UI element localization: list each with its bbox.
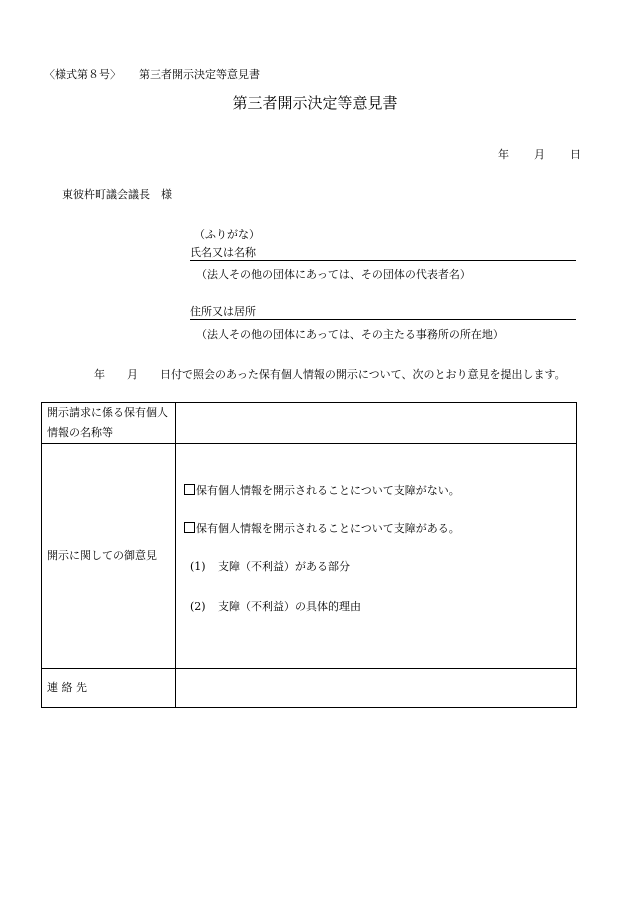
contact-label: 連 絡 先 (42, 669, 176, 708)
option-issue[interactable] (184, 520, 460, 536)
name-label: 氏名又は名称 (190, 246, 256, 259)
furigana-label: （ふりがな） (194, 228, 260, 241)
opinion-table (41, 402, 577, 708)
opinion-label: 開示に関しての御意見 (42, 444, 176, 669)
info-name-label: 開示請求に係る保有個人情報の名称等 (42, 403, 176, 444)
date-year: 年 (498, 148, 509, 161)
opinion-cell (176, 444, 577, 669)
addressee: 東彼杵町議会議長 様 (62, 188, 172, 201)
contact-cell[interactable] (176, 669, 577, 708)
sub-item-reason (190, 598, 361, 614)
statement-line (94, 366, 566, 382)
name-note: （法人その他の団体にあっては、その団体の代表者名） (196, 268, 471, 281)
document-title: 第三者開示決定等意見書 (232, 94, 398, 112)
option-no-issue-text: 保有個人情報を開示されることについて支障がない。 (196, 484, 460, 497)
sub-item-affected-part (190, 558, 350, 574)
info-name-cell[interactable] (176, 403, 577, 444)
form-number: 〈様式第８号〉 (44, 68, 121, 81)
date-month: 月 (534, 148, 545, 161)
sub-item-text: 支障（不利益）の具体的理由 (218, 600, 361, 613)
option-issue-text: 保有個人情報を開示されることについて支障がある。 (196, 522, 460, 535)
statement-text: 日付で照会のあった保有個人情報の開示について、次のとおり意見を提出します。 (160, 368, 566, 381)
name-field[interactable] (190, 244, 576, 261)
address-label: 住所又は居所 (190, 305, 256, 318)
option-no-issue[interactable] (184, 482, 460, 498)
sub-item-number: (2) (190, 600, 206, 613)
table-row (42, 669, 577, 708)
form-number-line (44, 66, 260, 82)
sub-item-number: (1) (190, 560, 206, 573)
table-row (42, 444, 577, 669)
date-day: 日 (570, 148, 581, 161)
checkbox-icon[interactable] (184, 522, 195, 533)
statement-year: 年 (94, 368, 105, 381)
address-note: （法人その他の団体にあっては、その主たる事務所の所在地） (196, 328, 504, 341)
date-line (498, 146, 581, 162)
sub-item-text: 支障（不利益）がある部分 (218, 560, 350, 573)
statement-month: 月 (127, 368, 138, 381)
checkbox-icon[interactable] (184, 484, 195, 495)
table-row (42, 403, 577, 444)
address-field[interactable] (190, 303, 576, 320)
form-name: 第三者開示決定等意見書 (139, 68, 260, 81)
